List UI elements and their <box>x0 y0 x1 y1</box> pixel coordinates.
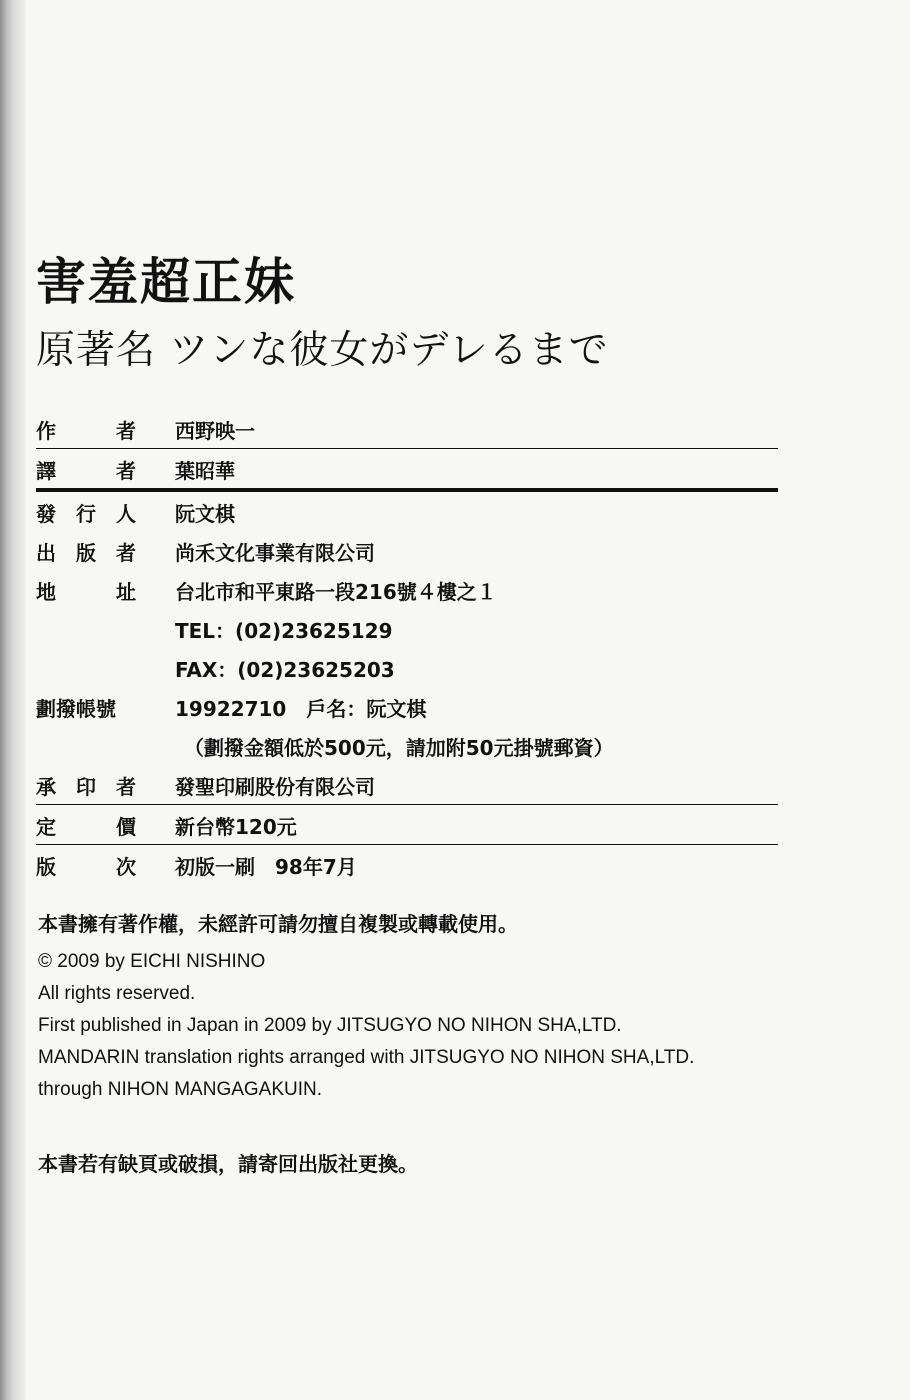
credit-row-fax <box>36 648 778 687</box>
credit-row-account <box>36 687 778 726</box>
original-title: 原著名 ツンな彼女がデレるまで <box>36 328 609 373</box>
replacement-notice: 本書若有缺頁或破損，請寄回出版社更換。 <box>38 1152 418 1176</box>
credit-label: 承 印 者 <box>36 775 136 799</box>
credit-value: 西野映一 <box>175 419 255 443</box>
credit-label: 劃 撥 帳 號 <box>36 697 116 721</box>
credit-value: 阮文棋 <box>175 502 235 526</box>
credit-label: 地 址 <box>36 580 136 604</box>
credit-value: 葉昭華 <box>175 459 235 483</box>
credits-table <box>36 409 778 884</box>
credit-row-price <box>36 805 778 845</box>
account-note: （劃撥金額低於500元，請加附50元掛號郵資） <box>184 736 614 760</box>
credit-value: 新台幣120元 <box>175 815 297 839</box>
english-line: MANDARIN translation rights arranged with JITSUGYO NO NIHON SHA,LTD. <box>38 1047 695 1068</box>
page-binding-edge <box>0 0 26 1400</box>
tel-value: TEL：(02)23625129 <box>175 619 393 643</box>
credit-value: 台北市和平東路一段216號４樓之１ <box>175 580 497 604</box>
english-line: First published in Japan in 2009 by JITSUGYO NO NIHON SHA,LTD. <box>38 1015 622 1036</box>
credit-row-author <box>36 409 778 449</box>
english-line: © 2009 by EICHI NISHINO <box>38 951 266 972</box>
book-title: 害羞超正妹 <box>36 253 296 311</box>
credit-label: 定 價 <box>36 815 136 839</box>
credit-label: 譯 者 <box>36 459 136 483</box>
credit-label: 出 版 者 <box>36 541 136 565</box>
credit-value: 初版一刷 98年7月 <box>175 855 357 879</box>
credit-row-translator <box>36 449 778 492</box>
credit-row-printer <box>36 765 778 805</box>
credit-label: 版 次 <box>36 855 136 879</box>
credit-value: 尚禾文化事業有限公司 <box>175 541 375 565</box>
credit-value: 19922710 戶名：阮文棋 <box>175 697 427 721</box>
credit-row-address <box>36 570 778 609</box>
english-line: All rights reserved. <box>38 983 196 1004</box>
credit-row-edition <box>36 845 778 884</box>
credit-row-publisher <box>36 531 778 570</box>
credit-label: 發 行 人 <box>36 502 136 526</box>
english-line: through NIHON MANGAGAKUIN. <box>38 1079 323 1100</box>
credit-label: 作 者 <box>36 419 136 443</box>
credit-row-tel <box>36 609 778 648</box>
credit-row-account-note <box>36 726 778 765</box>
credit-value: 發聖印刷股份有限公司 <box>175 775 375 799</box>
fax-value: FAX：(02)23625203 <box>175 658 395 682</box>
copyright-notice: 本書擁有著作權，未經許可請勿擅自複製或轉載使用。 <box>38 912 518 936</box>
english-copyright-block <box>38 946 694 1106</box>
credit-row-issuer <box>36 492 778 531</box>
